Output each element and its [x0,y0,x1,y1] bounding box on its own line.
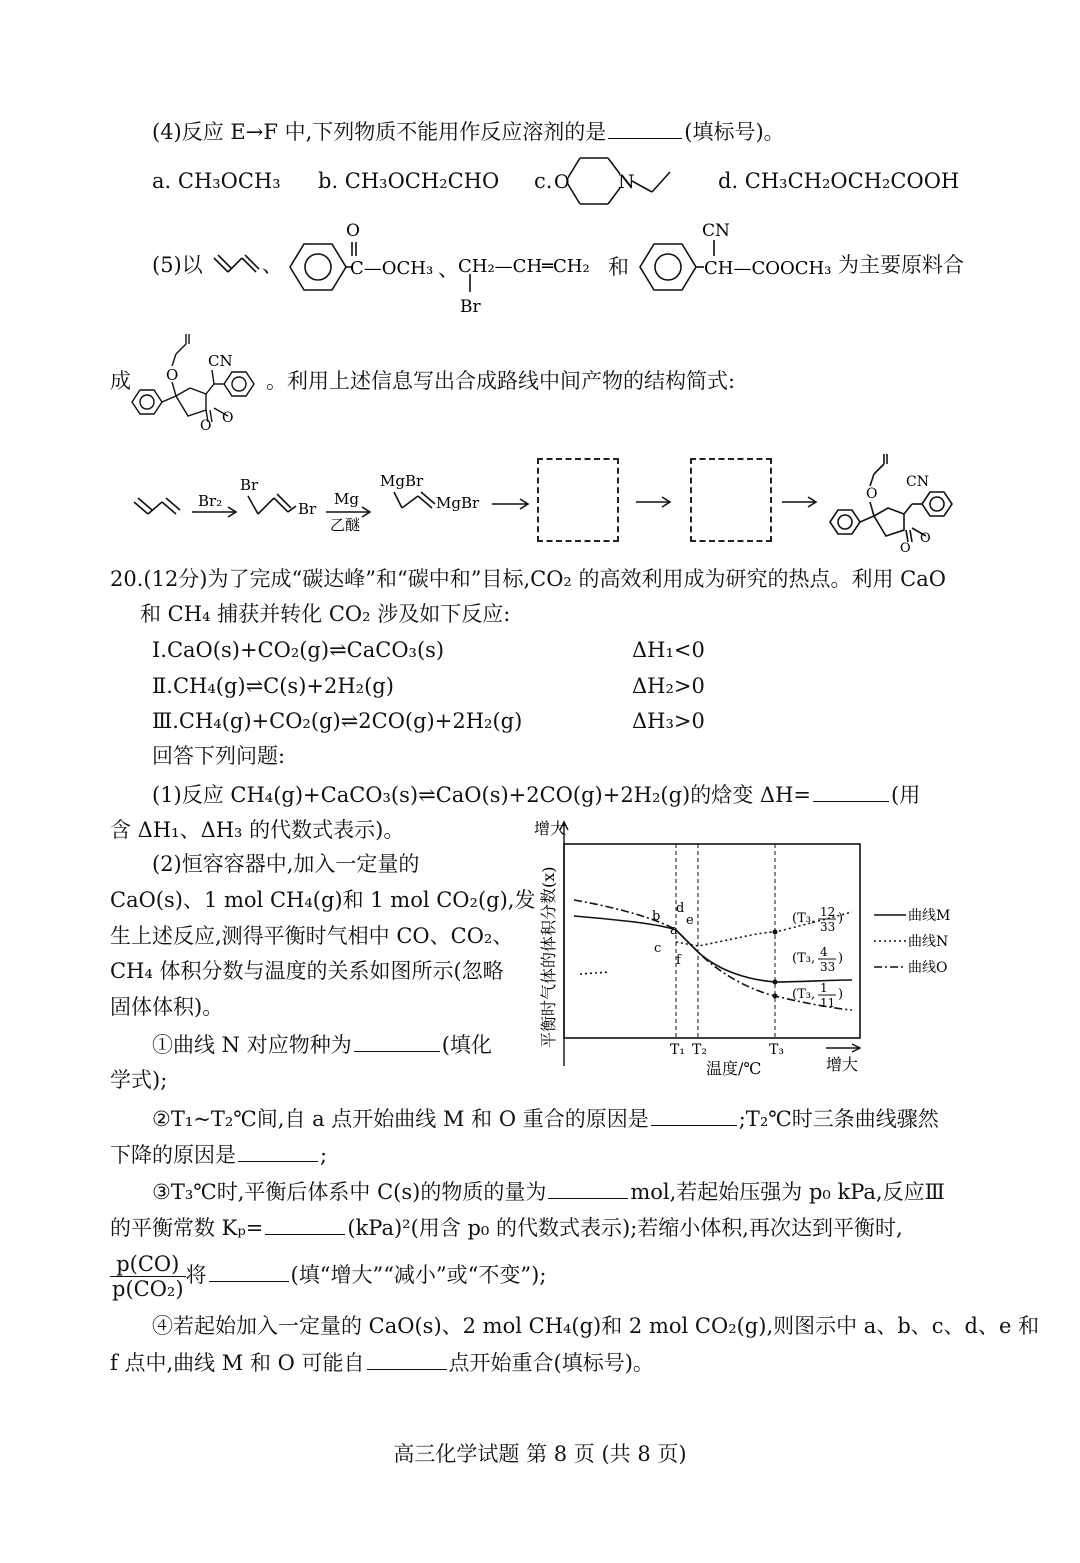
q20-s3-frac-num: p(CO) [110,1252,186,1277]
q20-s3-mid: mol,若起始压强为 p₀ kPa,反应Ⅲ [630,1180,945,1204]
q20-s3-blank-2[interactable] [265,1212,345,1235]
route-br-top: Br [240,476,259,494]
morpholine-n: N [618,171,635,193]
q20-s3-line2 [110,1212,903,1243]
x-tick-label: T₃ [769,1042,784,1058]
morpholine-structure [552,152,692,210]
route-ether: 乙醚 [330,516,361,534]
q20-s3-line3 [110,1250,546,1301]
annotation-close: ) [838,911,844,926]
target-cn: CN [208,352,233,370]
target-molecule-structure [128,330,268,430]
chart-y-increase: 增大 [534,819,567,838]
cn-label: CN [702,221,730,241]
annotation-num: 4 [820,945,828,959]
q20-p1-blank[interactable] [813,779,889,802]
annotation-den: 33 [820,960,836,974]
q19-p4-blank[interactable] [608,116,682,139]
morpholine-o: O [554,171,570,193]
q19-opt-a: a. CH₃OCH₃ [152,169,281,193]
ester-och3: C—OCH₃ [350,258,434,279]
q20-p2-line4: CH₄ 体积分数与温度的关系如图所示(忽略 [110,959,504,983]
annotation-text: (T₃, [792,951,816,966]
chart-frame [564,844,860,1038]
q19-p4-post: (填标号)。 [684,120,785,144]
cyano-ester-text: CH—COOCH₃ [704,258,832,279]
q19-p5-sep2: 、 [438,257,459,281]
methyl-benzoate-structure [280,222,440,302]
q20-s3-blank-1[interactable] [548,1176,628,1199]
q20-s4-line1: ④若起始加入一定量的 CaO(s)、2 mol CH₄(g)和 2 mol CO₂(g),则图示中 a、b、c、d、e 和 [152,1314,1040,1338]
q20-s4-post: 点开始重合(填标号)。 [448,1351,654,1375]
q19-p5-cont-pre: 成 [110,369,131,393]
q20-s3-l3-post: (填“增大”“减小”或“不变”); [290,1263,547,1287]
annotation-0 [792,905,843,934]
q20-s3-frac-den: p(CO₂) [112,1277,184,1301]
route-br2: Br₂ [198,492,223,510]
q20-p2-line5: 固体体积)。 [110,995,224,1019]
q20-s1-text: ①曲线 N 对应物种为 [152,1033,352,1057]
allyl-br: Br [460,297,481,317]
q20-s1-line2: 学式); [110,1068,168,1092]
annotation-text: (T₃, [792,911,816,926]
q20-s1-line [152,1029,492,1060]
point-label-b: b [652,909,661,924]
route-br-right: Br [298,500,317,518]
annotation-text: (T₃, [792,987,816,1002]
annotation-num: 1 [820,981,828,995]
chart-legend [874,907,950,976]
annotation-point [773,994,778,999]
chart-x-increase: 增大 [826,1055,859,1074]
svg-text:O: O [200,418,212,430]
legend-item: 曲线N [908,934,949,950]
q19-p4-line [152,116,785,147]
q19-p4-text: (4)反应 E→F 中,下列物质不能用作反应溶剂的是 [152,120,607,144]
annotation-1 [792,945,843,974]
q20-s2-line2-post: ; [320,1143,328,1167]
route-mg: Mg [334,490,359,508]
equilibrium-chart [530,812,980,1082]
q20-answer-prompt: 回答下列问题: [152,744,286,768]
chart-point-labels [652,901,694,968]
svg-text:O: O [920,531,931,546]
q20-p1-text: (1)反应 CH₄(g)+CaCO₃(s)⇌CaO(s)+2CO(g)+2H₂(g)的焓变 ΔH= [152,783,811,807]
svg-text:O: O [866,486,878,502]
q20-p1-line2: 含 ΔH₁、ΔH₃ 的代数式表示)。 [110,818,405,842]
chart-ylabel: 平衡时气体的体积分数(x) [539,866,558,1048]
q19-opt-c-label: c. [534,169,553,193]
q20-s1-blank[interactable] [354,1029,440,1052]
allyl-chain: CH₂—CH═CH₂ [458,256,590,277]
q19-p5-pre: (5)以 [152,253,203,277]
answer-box-2[interactable] [690,458,772,542]
q20-s3-blank-3[interactable] [209,1259,289,1282]
point-label-a: a [670,923,678,938]
answer-box-1[interactable] [537,458,619,542]
x-tick-label: T₂ [692,1042,707,1058]
q20-p2-line1: (2)恒容容器中,加入一定量的 [152,852,420,876]
annotation-den: 33 [820,920,836,934]
allyl-bromide-structure [456,246,606,318]
q20-reaction-2: Ⅱ.CH₄(g)⇌C(s)+2H₂(g) [152,674,394,698]
route-target-cn: CN [906,474,929,490]
annotation-point [773,930,778,935]
q20-p2-line3: 生上述反应,测得平衡时气相中 CO、CO₂、 [110,924,514,948]
q19-p5-sep1: 、 [262,253,283,277]
svg-text:O: O [222,410,234,426]
annotation-den: 11 [820,996,836,1010]
q20-reaction-1: Ⅰ.CaO(s)+CO₂(g)⇌CaCO₃(s) [152,638,445,662]
chart-xlabel: 温度/℃ [706,1059,762,1078]
x-tick-label: T₁ [670,1042,685,1058]
q20-intro-2: 和 CH₄ 捕获并转化 CO₂ 涉及如下反应: [140,602,511,626]
route-mgbr-right: MgBr [436,494,480,512]
annotation-close: ) [838,987,844,1002]
q20-s3-l2-post: (kPa)²(用含 p₀ 的代数式表示);若缩小体积,再次达到平衡时, [347,1216,903,1240]
q20-s2-line [152,1103,939,1134]
annotation-close: ) [838,951,844,966]
q20-s1-post: (填化 [441,1033,492,1057]
q20-s2-blank-2[interactable] [238,1139,318,1162]
q20-s3-text: ③T₃℃时,平衡后体系中 C(s)的物质的量为 [152,1180,547,1204]
chart-annotations [773,905,844,1010]
q20-s2-post: ;T₂℃时三条曲线骤然 [738,1107,939,1131]
q20-p2-line2: CaO(s)、1 mol CH₄(g)和 1 mol CO₂(g),发 [110,888,536,912]
q20-s3-line1 [152,1176,945,1207]
q20-s2-line2 [110,1139,327,1170]
svg-text:O: O [900,541,911,552]
q20-s4-text: f 点中,曲线 M 和 O 可能自 [110,1351,365,1375]
q20-reaction-1-dh: ΔH₁<0 [632,638,705,662]
chart-xticks [670,1042,784,1058]
point-label-e: e [686,913,694,928]
q19-opt-b: b. CH₃OCH₂CHO [318,169,500,193]
legend-item: 曲线M [908,908,951,924]
q20-reaction-3: Ⅲ.CH₄(g)+CO₂(g)⇌2CO(g)+2H₂(g) [152,709,523,733]
q20-intro-1: 20.(12分)为了完成“碳达峰”和“碳中和”目标,CO₂ 的高效利用成为研究的热点。利用 CaO [110,567,946,591]
ester-o: O [346,222,360,241]
q20-s4-blank[interactable] [367,1347,447,1370]
svg-text:O: O [166,366,179,384]
q20-reaction-3-dh: ΔH₃>0 [632,709,705,733]
q19-p5-cont-post: 。利用上述信息写出合成路线中间产物的结构简式: [266,369,736,393]
point-label-f: f [676,953,681,968]
q20-reaction-2-dh: ΔH₂>0 [632,674,705,698]
route-mgbr-top: MgBr [380,472,424,490]
q20-p1-post: (用 [891,783,921,807]
q19-p5-and: 和 [608,255,629,279]
annotation-2 [792,981,843,1010]
q20-s3-l3-mid: 将 [185,1263,207,1287]
q19-p5-post: 为主要原料合 [838,253,964,277]
q20-s3-l2-text: 的平衡常数 Kₚ= [110,1216,264,1240]
q20-s4-line2 [110,1347,654,1378]
point-label-c: c [654,941,662,956]
page-footer: 高三化学试题 第 8 页 (共 8 页) [393,1442,687,1466]
annotation-num: 12 [820,905,836,919]
legend-item: 曲线O [908,960,948,976]
cyano-ester-structure [636,218,836,302]
q20-p1-line [152,779,920,810]
annotation-point [773,980,778,985]
q20-s3-fraction [110,1252,186,1301]
q19-opt-d: d. CH₃CH₂OCH₂COOH [718,169,960,193]
q20-s2-line2-text: 下降的原因是 [110,1143,236,1167]
point-label-d: d [676,901,685,916]
q20-s2-blank-1[interactable] [651,1103,737,1126]
q20-s2-text: ②T₁~T₂℃间,自 a 点开始曲线 M 和 O 重合的原因是 [152,1107,649,1131]
